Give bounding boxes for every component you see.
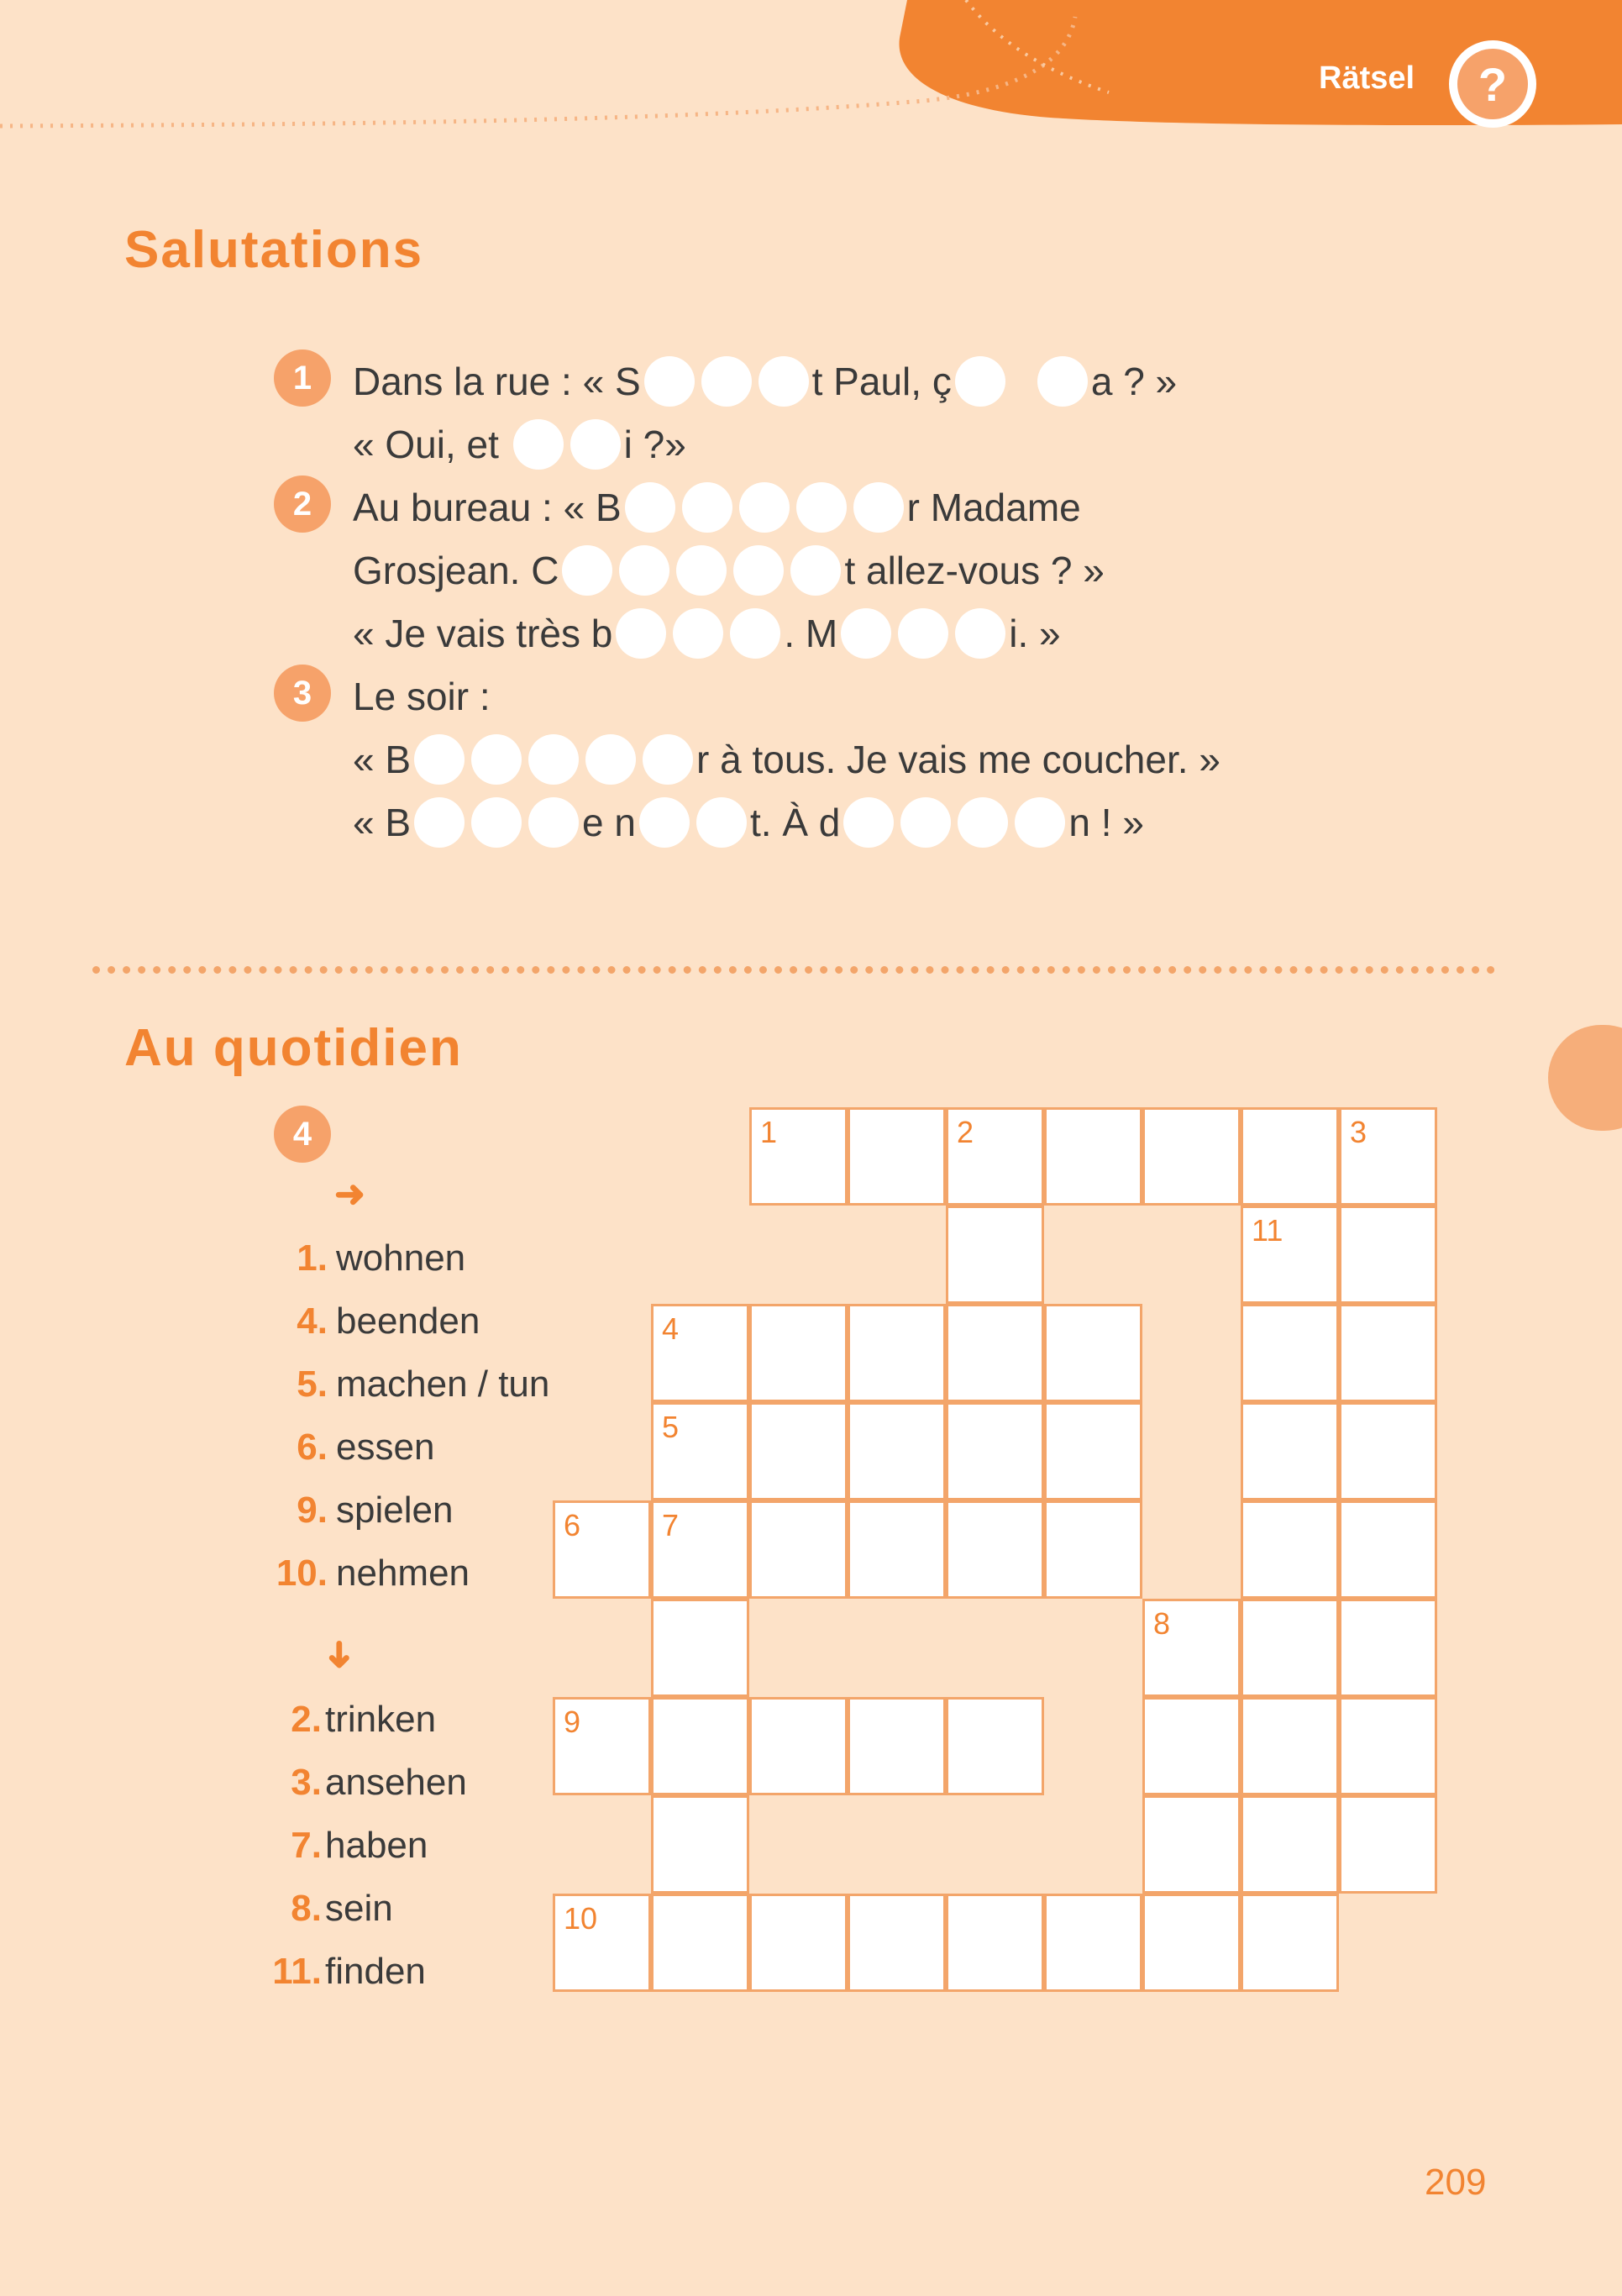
crossword-cell[interactable]	[1241, 1304, 1339, 1402]
sentence-line	[353, 794, 1144, 844]
crossword-cell[interactable]	[749, 1697, 848, 1795]
crossword-cell[interactable]	[848, 1402, 946, 1500]
sentence-text: t. À d	[750, 800, 841, 844]
letter-blank[interactable]	[528, 734, 579, 785]
across-clue	[267, 1553, 470, 1595]
letter-blank[interactable]	[616, 608, 666, 659]
crossword-cell[interactable]	[651, 1500, 749, 1599]
sentence-text: « B	[353, 800, 412, 844]
crossword-cell[interactable]	[848, 1107, 946, 1206]
dotted-divider	[92, 966, 1495, 974]
crossword-cell[interactable]	[651, 1402, 749, 1500]
crossword-cell[interactable]	[1339, 1304, 1437, 1402]
letter-blank[interactable]	[625, 482, 675, 533]
svg-text:?: ?	[1478, 58, 1508, 111]
sentence-line	[353, 353, 1177, 403]
crossword-cell[interactable]	[848, 1894, 946, 1992]
clue-word: essen	[336, 1426, 435, 1468]
letter-blank[interactable]	[739, 482, 790, 533]
crossword-cell[interactable]	[946, 1304, 1044, 1402]
crossword-cell[interactable]	[1241, 1402, 1339, 1500]
clue-word: sein	[325, 1888, 393, 1929]
crossword-cell[interactable]	[946, 1697, 1044, 1795]
letter-blank[interactable]	[643, 734, 693, 785]
exercise-number-1: 1	[274, 349, 331, 407]
clue-number: 9.	[297, 1490, 328, 1531]
crossword-cell[interactable]	[848, 1697, 946, 1795]
crossword-cell[interactable]	[946, 1402, 1044, 1500]
letter-blank[interactable]	[585, 734, 636, 785]
cell-number: 1	[760, 1115, 778, 1149]
crossword-cell[interactable]	[1142, 1697, 1241, 1795]
clue-number: 5.	[297, 1363, 328, 1405]
cell-number: 11	[1252, 1213, 1283, 1248]
crossword-cell[interactable]	[1241, 1599, 1339, 1697]
clue-word: finden	[325, 1951, 426, 1992]
crossword-cell[interactable]	[1241, 1795, 1339, 1894]
crossword-cell[interactable]	[1142, 1795, 1241, 1894]
sentence-line	[353, 542, 1105, 592]
crossword-cell[interactable]	[1044, 1894, 1142, 1992]
crossword-cell[interactable]	[1044, 1107, 1142, 1206]
letter-blank[interactable]	[673, 608, 723, 659]
crossword-cell[interactable]	[848, 1500, 946, 1599]
letter-blank[interactable]	[528, 797, 579, 848]
sentence-line	[353, 605, 1061, 655]
clue-number: 1.	[297, 1237, 328, 1279]
crossword-cell[interactable]	[1339, 1795, 1437, 1894]
letter-blank[interactable]	[841, 608, 891, 659]
crossword-cell[interactable]	[749, 1304, 848, 1402]
letter-blank[interactable]	[562, 545, 612, 596]
clue-word: wohnen	[336, 1237, 466, 1279]
down-clue	[267, 1888, 393, 1930]
letter-blank[interactable]	[513, 419, 564, 470]
section-title-salutations: Salutations	[124, 221, 424, 279]
crossword-cell[interactable]	[1142, 1894, 1241, 1992]
crossword-cell[interactable]	[553, 1500, 651, 1599]
clue-word: trinken	[325, 1699, 437, 1740]
crossword-cell[interactable]	[1241, 1206, 1339, 1304]
clue-number: 10.	[276, 1553, 328, 1594]
crossword-cell[interactable]	[651, 1599, 749, 1697]
crossword-cell[interactable]	[848, 1304, 946, 1402]
letter-blank[interactable]	[796, 482, 847, 533]
letter-blank[interactable]	[676, 545, 727, 596]
question-mark-icon	[1449, 40, 1536, 128]
crossword-cell[interactable]	[1044, 1304, 1142, 1402]
crossword-cell[interactable]	[749, 1894, 848, 1992]
across-clue	[267, 1237, 465, 1279]
across-clue	[267, 1300, 480, 1342]
page-edge-tab	[1548, 1025, 1622, 1131]
cell-number: 2	[957, 1115, 974, 1149]
sentence-text: t allez-vous ? »	[844, 548, 1105, 592]
sentence-text: e n	[582, 800, 636, 844]
clue-number: 6.	[297, 1426, 328, 1468]
clue-word: nehmen	[336, 1553, 470, 1594]
section-title-au-quotidien: Au quotidien	[124, 1019, 463, 1077]
crossword-cell[interactable]	[651, 1697, 749, 1795]
cell-number: 8	[1153, 1606, 1171, 1641]
crossword-cell[interactable]	[553, 1697, 651, 1795]
sentence-text: . M	[784, 611, 838, 655]
clue-word: ansehen	[325, 1762, 467, 1803]
sentence-text: r Madame	[906, 485, 1081, 529]
sentence-text: a ? »	[1090, 359, 1178, 403]
sentence-text: Au bureau : « B	[353, 485, 622, 529]
letter-blank[interactable]	[730, 608, 780, 659]
letter-blank[interactable]	[639, 797, 690, 848]
sentence-text: n ! »	[1068, 800, 1144, 844]
cell-number: 5	[662, 1410, 680, 1444]
letter-blank[interactable]	[958, 797, 1008, 848]
sentence-line	[353, 731, 1220, 781]
clue-word: machen / tun	[336, 1363, 550, 1405]
letter-blank[interactable]	[471, 734, 522, 785]
cell-number: 3	[1350, 1115, 1367, 1149]
exercise-number-3: 3	[274, 665, 331, 722]
crossword-cell[interactable]	[1339, 1500, 1437, 1599]
page-number: 209	[1425, 2162, 1487, 2203]
sentence-line	[353, 668, 491, 718]
sentence-text: r à tous. Je vais me coucher. »	[696, 737, 1220, 781]
letter-blank[interactable]	[900, 797, 951, 848]
crossword-cell[interactable]	[749, 1402, 848, 1500]
crossword-cell[interactable]	[946, 1206, 1044, 1304]
letter-blank[interactable]	[1037, 356, 1088, 407]
letter-blank[interactable]	[790, 545, 841, 596]
crossword-cell[interactable]	[651, 1894, 749, 1992]
crossword-cell[interactable]	[946, 1894, 1044, 1992]
letter-blank[interactable]	[644, 356, 695, 407]
across-clue	[267, 1426, 434, 1468]
letter-blank[interactable]	[570, 419, 621, 470]
clue-word: haben	[325, 1825, 428, 1866]
cell-number: 7	[662, 1508, 680, 1542]
crossword-cell[interactable]	[749, 1500, 848, 1599]
clue-word: beenden	[336, 1300, 480, 1342]
crossword-cell[interactable]	[1241, 1697, 1339, 1795]
clue-number: 7.	[291, 1825, 322, 1866]
sentence-text: t Paul, ç	[811, 359, 952, 403]
header-label: Rätsel	[1319, 60, 1415, 96]
crossword-cell[interactable]	[749, 1107, 848, 1206]
letter-blank[interactable]	[471, 797, 522, 848]
sentence-line	[353, 416, 686, 466]
down-clue	[267, 1951, 426, 1993]
sentence-text: Le soir :	[353, 674, 491, 718]
letter-blank[interactable]	[619, 545, 669, 596]
letter-blank[interactable]	[1015, 797, 1065, 848]
crossword-cell[interactable]	[1142, 1599, 1241, 1697]
crossword-cell[interactable]	[651, 1304, 749, 1402]
sentence-text: Dans la rue : « S	[353, 359, 641, 403]
clue-number: 8.	[291, 1888, 322, 1929]
clue-number: 4.	[297, 1300, 328, 1342]
letter-blank[interactable]	[843, 797, 894, 848]
down-clue	[267, 1762, 467, 1804]
letter-blank[interactable]	[682, 482, 732, 533]
crossword-cell[interactable]	[1339, 1697, 1437, 1795]
crossword-cell[interactable]	[946, 1500, 1044, 1599]
crossword-cell[interactable]	[946, 1107, 1044, 1206]
letter-blank[interactable]	[898, 608, 948, 659]
crossword-cell[interactable]	[651, 1795, 749, 1894]
crossword-cell[interactable]	[1339, 1599, 1437, 1697]
sentence-text: Grosjean. C	[353, 548, 559, 592]
crossword-cell[interactable]	[1241, 1107, 1339, 1206]
clue-number: 2.	[291, 1699, 322, 1740]
cell-number: 6	[564, 1508, 581, 1542]
letter-blank[interactable]	[701, 356, 752, 407]
crossword-cell[interactable]	[1142, 1107, 1241, 1206]
down-arrow-icon: ➜	[318, 1639, 360, 1670]
sentence-text: « Oui, et	[353, 422, 510, 466]
letter-blank[interactable]	[733, 545, 784, 596]
crossword-cell[interactable]	[1339, 1402, 1437, 1500]
across-clue	[267, 1490, 453, 1532]
cell-number: 9	[564, 1705, 581, 1739]
exercise-number-4: 4	[274, 1106, 331, 1163]
crossword-cell[interactable]	[1044, 1500, 1142, 1599]
crossword-cell[interactable]	[1241, 1500, 1339, 1599]
letter-blank[interactable]	[955, 356, 1005, 407]
clue-number: 11.	[272, 1951, 322, 1992]
letter-blank[interactable]	[853, 482, 904, 533]
sentence-text: i ?»	[623, 422, 686, 466]
crossword-cell[interactable]	[1339, 1206, 1437, 1304]
cell-number: 4	[662, 1311, 680, 1346]
sentence-text: i. »	[1009, 611, 1061, 655]
sentence-text: « B	[353, 737, 412, 781]
sentence-line	[353, 479, 1081, 529]
sentence-text: « Je vais très b	[353, 611, 613, 655]
letter-blank[interactable]	[696, 797, 747, 848]
clue-number: 3.	[291, 1762, 322, 1803]
letter-blank[interactable]	[414, 797, 465, 848]
letter-blank[interactable]	[759, 356, 809, 407]
crossword-cell[interactable]	[1339, 1107, 1437, 1206]
crossword-cell[interactable]	[553, 1894, 651, 1992]
clue-word: spielen	[336, 1490, 454, 1531]
across-clue	[267, 1363, 549, 1405]
letter-blank[interactable]	[955, 608, 1005, 659]
exercise-number-2: 2	[274, 475, 331, 533]
cell-number: 10	[564, 1901, 598, 1936]
across-arrow-icon: ➜	[334, 1174, 365, 1215]
crossword-cell[interactable]	[1044, 1402, 1142, 1500]
letter-blank[interactable]	[414, 734, 465, 785]
crossword-cell[interactable]	[1241, 1894, 1339, 1992]
down-clue	[267, 1699, 436, 1741]
down-clue	[267, 1825, 428, 1867]
